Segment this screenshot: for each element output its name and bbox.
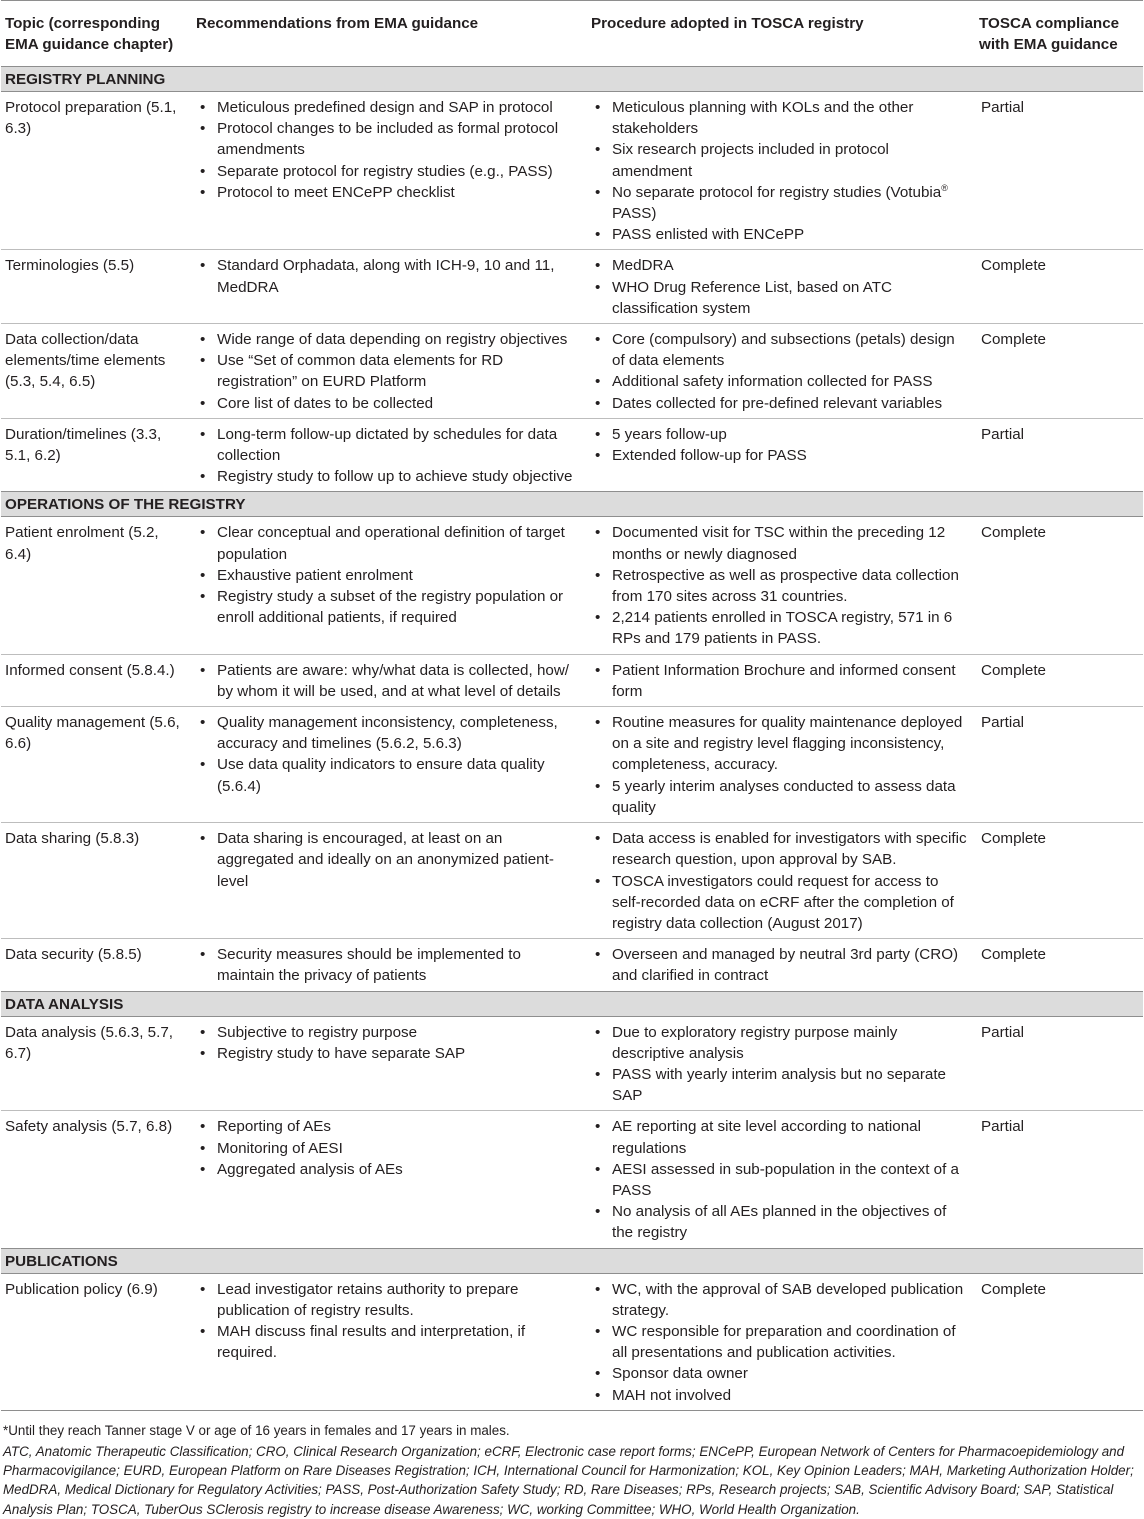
recommendations-cell (190, 92, 585, 250)
recommendation-item: • Clear conceptual and operational definition of target population (198, 522, 581, 564)
table-row (1, 418, 1143, 492)
procedure-item: • Dates collected for pre-defined relevant variables (593, 393, 971, 414)
procedure-list (593, 97, 971, 245)
procedure-item: • AESI assessed in sub-population in the context of a PASS (593, 1159, 971, 1201)
table-row (1, 517, 1143, 654)
compliance-cell: Partial (975, 418, 1143, 492)
procedure-item: • TOSCA investigators could request for access to self-recorded data on eCRF after the completion of registry data collection (August 2017) (593, 871, 971, 935)
compliance-cell: Partial (975, 1111, 1143, 1248)
compliance-cell: Partial (975, 707, 1143, 823)
recommendations-cell (190, 939, 585, 991)
compliance-cell: Complete (975, 939, 1143, 991)
recommendation-list (198, 1279, 581, 1364)
procedure-cell (585, 92, 975, 250)
header-compliance: TOSCA compliance with EMA guidance (975, 1, 1143, 67)
recommendation-list (198, 1022, 581, 1064)
procedure-item: • 2,214 patients enrolled in TOSCA registry, 571 in 6 RPs and 179 patients in PASS. (593, 607, 971, 649)
procedure-item: • Patient Information Brochure and informed consent form (593, 660, 971, 702)
compliance-cell: Complete (975, 823, 1143, 939)
section-row (1, 67, 1143, 92)
procedure-item: • Routine measures for quality maintenance deployed on a site and registry level flagging inconsistency, completeness, accuracy. (593, 712, 971, 776)
footnote-abbreviations: ATC, Anatomic Therapeutic Classification; CRO, Clinical Research Organization; eCRF, Electronic case report forms; ENCePP, European Network of Centers for Pharmacoepidemiology and Pharmacovigilance; EURD, European Platform on Rare Diseases Registration; ICH, International Council for Harmonization; KOL, Key Opinion Leaders; MAH, Marketing Authorization Holder; MedDRA, Medical Dictionary for Regulatory Activities; PASS, Post-Authorization Safety Study; RD, Rare Diseases; RPs, Research projects; SAB, Scientific Advisory Board; SAP, Statistical Analysis Plan; TOSCA, TuberOus SClerosis registry to increase disease Awareness; WC, working Committee; WHO, World Health Organization. (3, 1443, 1134, 1517)
table-body (1, 67, 1143, 1411)
topic-cell: Data analysis (5.6.3, 5.7, 6.7) (1, 1016, 190, 1111)
recommendation-item: • Use data quality indicators to ensure data quality (5.6.4) (198, 754, 581, 796)
topic-cell: Safety analysis (5.7, 6.8) (1, 1111, 190, 1248)
procedure-item: • Additional safety information collected for PASS (593, 371, 971, 392)
section-title: REGISTRY PLANNING (1, 67, 1143, 92)
recommendation-item: • Protocol to meet ENCePP checklist (198, 182, 581, 203)
table-header (1, 1, 1143, 67)
recommendation-item: • Long-term follow-up dictated by schedules for data collection (198, 424, 581, 466)
procedure-item: • Core (compulsory) and subsections (petals) design of data elements (593, 329, 971, 371)
topic-cell: Publication policy (6.9) (1, 1273, 190, 1410)
recommendation-item: • Standard Orphadata, along with ICH-9, 10 and 11, MedDRA (198, 255, 581, 297)
procedure-item: • Sponsor data owner (593, 1363, 971, 1384)
recommendation-item: • Aggregated analysis of AEs (198, 1159, 581, 1180)
procedure-item: • Six research projects included in protocol amendment (593, 139, 971, 181)
compliance-cell: Complete (975, 1273, 1143, 1410)
recommendation-item: • Exhaustive patient enrolment (198, 565, 581, 586)
procedure-item: • WC responsible for preparation and coordination of all presentations and publication activities. (593, 1321, 971, 1363)
table-row (1, 823, 1143, 939)
section-row (1, 492, 1143, 517)
header-procedure: Procedure adopted in TOSCA registry (585, 1, 975, 67)
section-row (1, 1248, 1143, 1273)
procedure-item: • MAH not involved (593, 1385, 971, 1406)
recommendation-item: • Core list of dates to be collected (198, 393, 581, 414)
recommendation-list (198, 944, 581, 986)
recommendation-item: • Wide range of data depending on registry objectives (198, 329, 581, 350)
procedure-cell (585, 707, 975, 823)
recommendation-item: • Protocol changes to be included as formal protocol amendments (198, 118, 581, 160)
procedure-item: • Retrospective as well as prospective data collection from 170 sites across 31 countries. (593, 565, 971, 607)
procedure-item: • Documented visit for TSC within the preceding 12 months or newly diagnosed (593, 522, 971, 564)
ema-compliance-table (1, 0, 1143, 1411)
procedure-item: • WC, with the approval of SAB developed publication strategy. (593, 1279, 971, 1321)
recommendations-cell (190, 418, 585, 492)
procedure-cell (585, 823, 975, 939)
procedure-list (593, 1022, 971, 1107)
procedure-item: • Meticulous planning with KOLs and the other stakeholders (593, 97, 971, 139)
procedure-cell (585, 517, 975, 654)
compliance-cell: Complete (975, 517, 1143, 654)
recommendation-list (198, 712, 581, 797)
recommendation-list (198, 828, 581, 892)
procedure-cell (585, 939, 975, 991)
header-recommendations: Recommendations from EMA guidance (190, 1, 585, 67)
recommendation-item: • Patients are aware: why/what data is collected, how/ by whom it will be used, and at what level of details (198, 660, 581, 702)
recommendation-item: • Meticulous predefined design and SAP in protocol (198, 97, 581, 118)
procedure-item: • PASS with yearly interim analysis but no separate SAP (593, 1064, 971, 1106)
recommendations-cell (190, 823, 585, 939)
topic-cell: Data security (5.8.5) (1, 939, 190, 991)
recommendations-cell (190, 517, 585, 654)
registered-mark: ® (941, 182, 948, 193)
table-row (1, 324, 1143, 419)
procedure-cell (585, 1111, 975, 1248)
procedure-cell (585, 1273, 975, 1410)
procedure-item: • No separate protocol for registry studies (Votubia® PASS) (593, 182, 971, 224)
recommendation-list (198, 1116, 581, 1180)
procedure-cell (585, 1016, 975, 1111)
topic-cell: Patient enrolment (5.2, 6.4) (1, 517, 190, 654)
topic-cell: Terminologies (5.5) (1, 250, 190, 324)
recommendation-item: • Data sharing is encouraged, at least on an aggregated and ideally on an anonymized patient-level (198, 828, 581, 892)
procedure-item: • PASS enlisted with ENCePP (593, 224, 971, 245)
recommendation-item: • Registry study to follow up to achieve study objective (198, 466, 581, 487)
recommendation-item: • MAH discuss final results and interpretation, if required. (198, 1321, 581, 1363)
recommendation-list (198, 660, 581, 702)
procedure-list (593, 255, 971, 319)
footnote-tanner: *Until they reach Tanner stage V or age of 16 years in females and 17 years in males. (3, 1422, 510, 1438)
table-row (1, 654, 1143, 706)
procedure-item: • No analysis of all AEs planned in the objectives of the registry (593, 1201, 971, 1243)
table-row (1, 250, 1143, 324)
procedure-list (593, 944, 971, 986)
table-row (1, 1273, 1143, 1410)
procedure-cell (585, 324, 975, 419)
procedure-item: • AE reporting at site level according to national regulations (593, 1116, 971, 1158)
procedure-item: • Data access is enabled for investigators with specific research question, upon approval by SAB. (593, 828, 971, 870)
header-topic: Topic (corresponding EMA guidance chapter) (1, 1, 190, 67)
procedure-cell (585, 250, 975, 324)
procedure-list (593, 522, 971, 649)
table-row (1, 1016, 1143, 1111)
table-row (1, 707, 1143, 823)
compliance-cell: Complete (975, 654, 1143, 706)
topic-cell: Data collection/data elements/time elements (5.3, 5.4, 6.5) (1, 324, 190, 419)
recommendations-cell (190, 1111, 585, 1248)
topic-cell: Data sharing (5.8.3) (1, 823, 190, 939)
recommendation-list (198, 97, 581, 203)
recommendation-item: • Lead investigator retains authority to prepare publication of registry results. (198, 1279, 581, 1321)
procedure-list (593, 329, 971, 414)
recommendation-list (198, 329, 581, 414)
recommendations-cell (190, 1016, 585, 1111)
section-title: PUBLICATIONS (1, 1248, 1143, 1273)
section-row (1, 991, 1143, 1016)
recommendation-item: • Subjective to registry purpose (198, 1022, 581, 1043)
table-footnotes (3, 1421, 1142, 1519)
compliance-cell: Partial (975, 1016, 1143, 1111)
recommendations-cell (190, 250, 585, 324)
recommendation-list (198, 255, 581, 297)
procedure-item: • Extended follow-up for PASS (593, 445, 971, 466)
topic-cell: Duration/timelines (3.3, 5.1, 6.2) (1, 418, 190, 492)
recommendation-list (198, 424, 581, 488)
recommendations-cell (190, 1273, 585, 1410)
compliance-cell: Complete (975, 324, 1143, 419)
recommendation-item: • Separate protocol for registry studies (e.g., PASS) (198, 161, 581, 182)
table-row (1, 92, 1143, 250)
procedure-item: • MedDRA (593, 255, 971, 276)
table-row (1, 939, 1143, 991)
procedure-list (593, 1116, 971, 1243)
procedure-item: • 5 yearly interim analyses conducted to assess data quality (593, 776, 971, 818)
procedure-item: • Overseen and managed by neutral 3rd party (CRO) and clarified in contract (593, 944, 971, 986)
recommendation-item: • Security measures should be implemented to maintain the privacy of patients (198, 944, 581, 986)
recommendation-item: • Use “Set of common data elements for RD registration” on EURD Platform (198, 350, 581, 392)
recommendations-cell (190, 324, 585, 419)
recommendation-list (198, 522, 581, 628)
compliance-cell: Partial (975, 92, 1143, 250)
section-title: OPERATIONS OF THE REGISTRY (1, 492, 1143, 517)
procedure-list (593, 712, 971, 818)
compliance-cell: Complete (975, 250, 1143, 324)
procedure-item: • 5 years follow-up (593, 424, 971, 445)
recommendation-item: • Quality management inconsistency, completeness, accuracy and timelines (5.6.2, 5.6.3) (198, 712, 581, 754)
recommendation-item: • Reporting of AEs (198, 1116, 581, 1137)
recommendation-item: • Registry study a subset of the registry population or enroll additional patients, if required (198, 586, 581, 628)
table-row (1, 1111, 1143, 1248)
procedure-cell (585, 418, 975, 492)
procedure-list (593, 828, 971, 934)
procedure-list (593, 424, 971, 466)
topic-cell: Protocol preparation (5.1, 6.3) (1, 92, 190, 250)
procedure-cell (585, 654, 975, 706)
recommendations-cell (190, 707, 585, 823)
procedure-item: • WHO Drug Reference List, based on ATC classification system (593, 277, 971, 319)
procedure-item: • Due to exploratory registry purpose mainly descriptive analysis (593, 1022, 971, 1064)
procedure-list (593, 660, 971, 702)
recommendations-cell (190, 654, 585, 706)
topic-cell: Informed consent (5.8.4.) (1, 654, 190, 706)
section-title: DATA ANALYSIS (1, 991, 1143, 1016)
procedure-list (593, 1279, 971, 1406)
recommendation-item: • Monitoring of AESI (198, 1138, 581, 1159)
topic-cell: Quality management (5.6, 6.6) (1, 707, 190, 823)
recommendation-item: • Registry study to have separate SAP (198, 1043, 581, 1064)
